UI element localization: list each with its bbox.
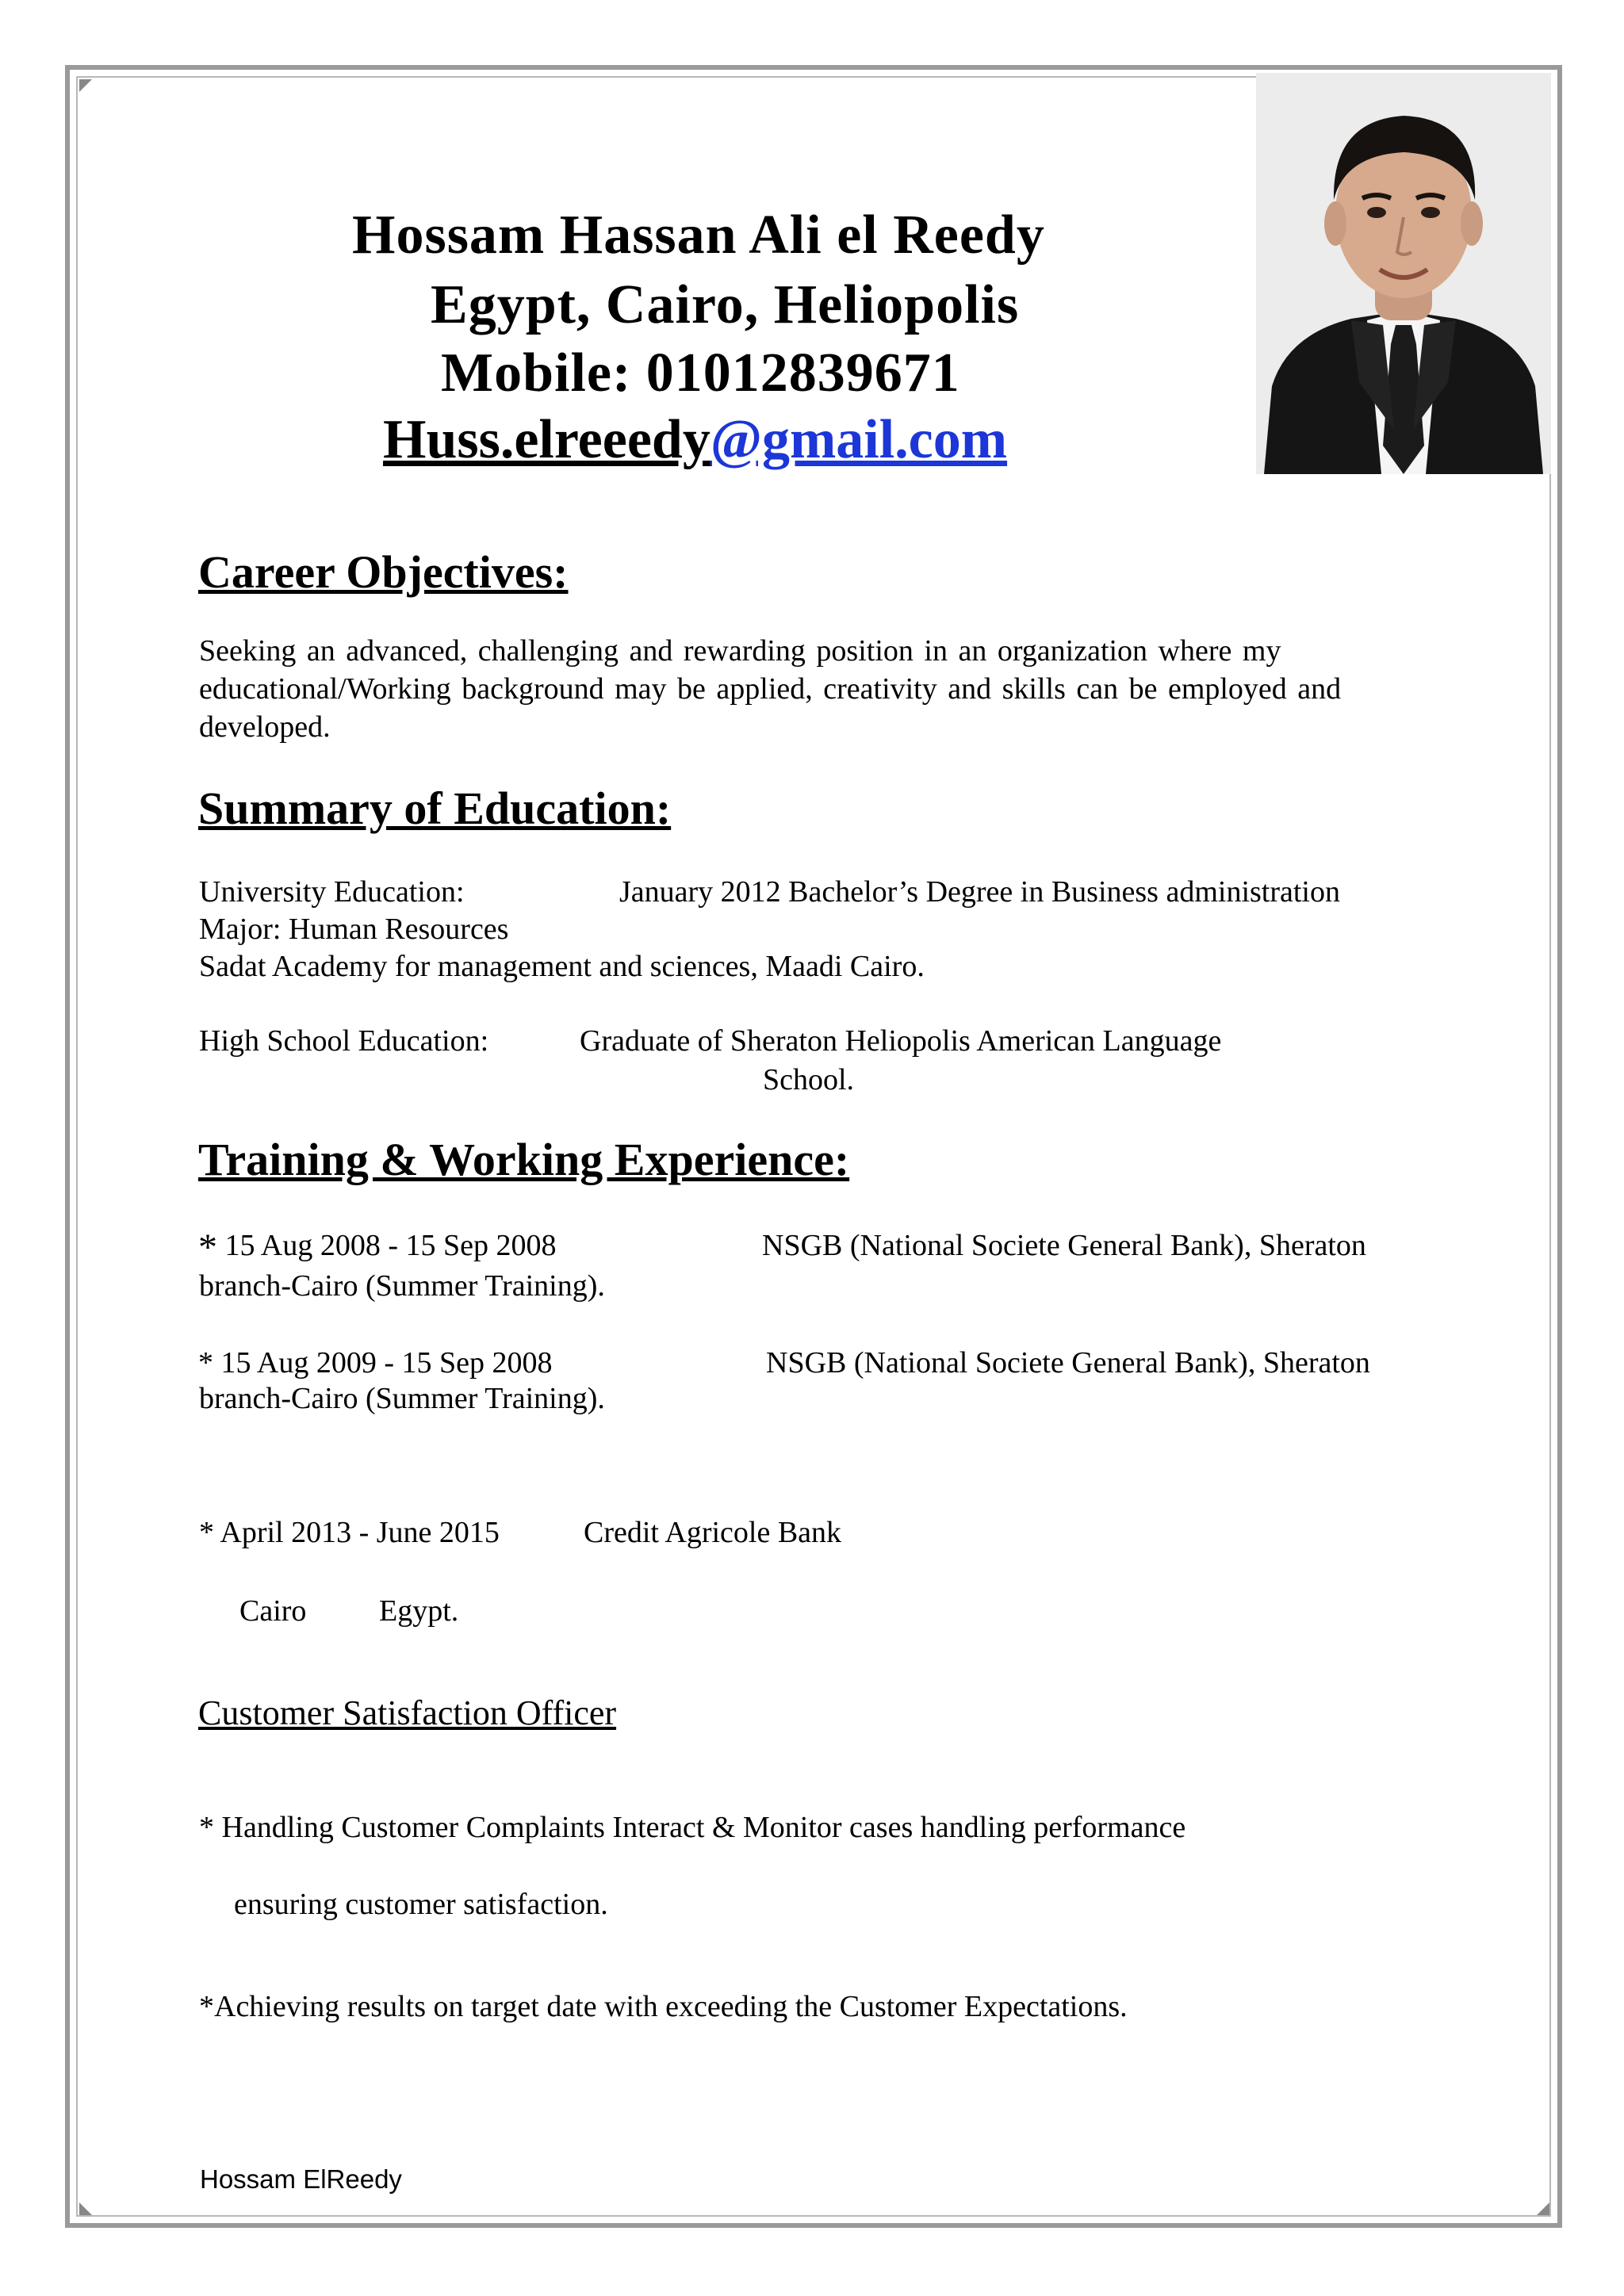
training-org-2: NSGB (National Societe General Bank), Sheraton <box>766 1346 1370 1380</box>
footer-name: Hossam ElReedy <box>200 2164 402 2194</box>
job-country: Egypt. <box>379 1594 459 1628</box>
candidate-location: Egypt, Cairo, Heliopolis <box>431 274 1020 335</box>
highschool-detail: Graduate of Sheraton Heliopolis American Language <box>580 1024 1222 1058</box>
corner-ornament-bottom-left <box>79 2202 92 2215</box>
training-org-1: NSGB (National Societe General Bank), Sheraton <box>762 1229 1366 1262</box>
career-objective-text: Seeking an advanced, challenging and rewarding position in an organization where my educational/Working background may be applied, creativity and skills can be employed and developed. <box>199 634 1342 744</box>
candidate-email[interactable] <box>383 409 1008 470</box>
candidate-mobile: Mobile: 01012839671 <box>441 342 960 404</box>
profile-photo <box>1256 73 1551 474</box>
email-user[interactable]: Huss.elreeedy <box>383 409 710 470</box>
duty-1-cont: ensuring customer satisfaction. <box>234 1888 608 1921</box>
section-title-career: Career Objectives: <box>198 546 569 598</box>
job-city: Cairo <box>239 1594 307 1628</box>
education-major: Major: Human Resources <box>199 913 509 946</box>
highschool-label: High School Education: <box>199 1024 489 1058</box>
job-org: Credit Agricole Bank <box>584 1516 842 1549</box>
university-detail: January 2012 Bachelor’s Degree in Business administration <box>619 875 1340 909</box>
bullet: * <box>198 1346 213 1380</box>
duty-1: * Handling Customer Complaints Interact & Monitor cases handling performance <box>199 1811 1186 1844</box>
position-title: Customer Satisfaction Officer <box>198 1693 617 1732</box>
training-item-1 <box>198 1226 557 1269</box>
training-item-2 <box>198 1348 553 1378</box>
candidate-name: Hossam Hassan Ali el Reedy <box>352 205 1045 266</box>
duty-2: *Achieving results on target date with exceeding the Customer Expectations. <box>199 1990 1128 2023</box>
highschool-detail-cont: School. <box>763 1063 855 1096</box>
training-dates: 15 Aug 2009 - 15 Sep 2008 <box>220 1346 553 1380</box>
email-domain-link[interactable]: @gmail.com <box>710 409 1008 470</box>
section-title-education: Summary of Education: <box>198 783 672 834</box>
corner-ornament-bottom-right <box>1537 2202 1549 2215</box>
training-cont-2: branch-Cairo (Summer Training). <box>199 1382 605 1415</box>
education-academy: Sadat Academy for management and sciences, Maadi Cairo. <box>199 950 925 983</box>
corner-ornament-top-left <box>79 79 92 92</box>
training-dates: 15 Aug 2008 - 15 Sep 2008 <box>224 1229 557 1262</box>
bullet: * <box>198 1226 217 1269</box>
training-cont-1: branch-Cairo (Summer Training). <box>199 1269 605 1303</box>
profile-photo-drawing <box>1256 73 1551 474</box>
section-title-training: Training & Working Experience: <box>198 1134 850 1185</box>
job-dates: * April 2013 - June 2015 <box>199 1516 500 1549</box>
university-label: University Education: <box>199 875 465 909</box>
